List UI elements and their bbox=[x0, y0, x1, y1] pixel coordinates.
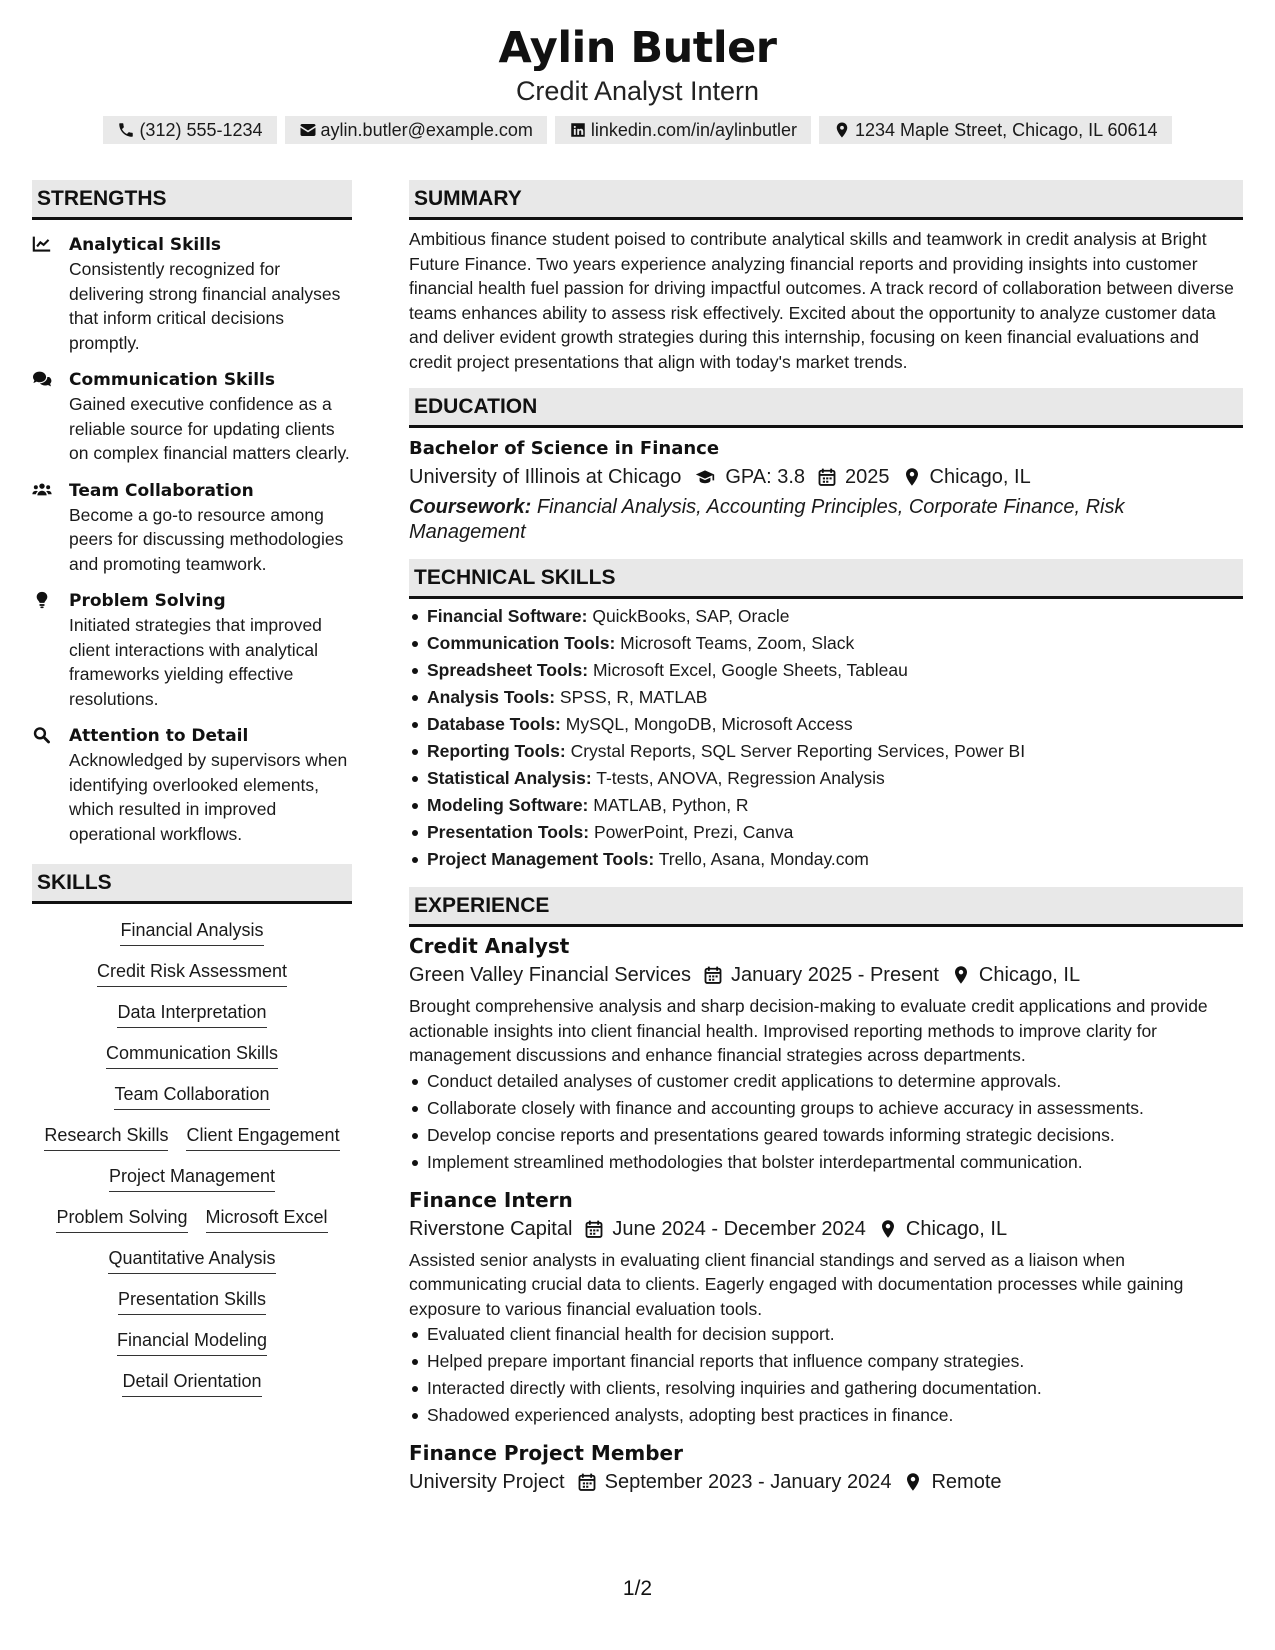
comments-icon bbox=[32, 370, 52, 388]
list-item: Helped prepare important financial reports that influence company strategies. bbox=[409, 1348, 1243, 1375]
map-marker-icon bbox=[903, 1472, 923, 1492]
tech-skill-value: Microsoft Teams, Zoom, Slack bbox=[620, 633, 855, 653]
list-item bbox=[409, 684, 1243, 711]
skill-tag: Credit Risk Assessment bbox=[97, 959, 287, 987]
job-bullets bbox=[409, 1068, 1243, 1176]
skills-heading: SKILLS bbox=[32, 864, 352, 904]
job-meta bbox=[409, 960, 1243, 990]
tech-skill-label: Presentation Tools: bbox=[427, 822, 590, 842]
right-column bbox=[409, 180, 1243, 1497]
list-item bbox=[409, 792, 1243, 819]
tech-skill-label: Spreadsheet Tools: bbox=[427, 660, 589, 680]
map-marker-icon bbox=[902, 467, 922, 487]
search-icon bbox=[32, 726, 52, 744]
list-item bbox=[409, 603, 1243, 630]
list-item bbox=[409, 738, 1243, 765]
job-meta bbox=[409, 1467, 1243, 1497]
calendar-icon bbox=[577, 1472, 597, 1492]
lightbulb-icon bbox=[32, 591, 52, 609]
education-meta bbox=[409, 462, 1243, 492]
list-item: Shadowed experienced analysts, adopting best practices in finance. bbox=[409, 1402, 1243, 1429]
list-item: Conduct detailed analyses of customer credit applications to determine approvals. bbox=[409, 1068, 1243, 1095]
strength-item bbox=[32, 724, 352, 846]
strength-name: Attention to Detail bbox=[69, 726, 249, 746]
job-dates: September 2023 - January 2024 bbox=[604, 1471, 892, 1493]
school-name: University of Illinois at Chicago bbox=[409, 466, 682, 488]
tech-skill-label: Project Management Tools: bbox=[427, 849, 655, 869]
skill-tag: Problem Solving bbox=[56, 1205, 187, 1233]
skill-tag: Quantitative Analysis bbox=[108, 1246, 275, 1274]
linkedin-icon bbox=[569, 121, 587, 139]
gpa: GPA: 3.8 bbox=[725, 466, 806, 488]
tech-skill-value: Trello, Asana, Monday.com bbox=[658, 849, 869, 869]
company-name: Riverstone Capital bbox=[409, 1217, 573, 1240]
coursework-label: Coursework: bbox=[409, 496, 532, 518]
coursework-list: Financial Analysis, Accounting Principles, Corporate Finance, Risk Management bbox=[409, 496, 1125, 543]
job-location: Remote bbox=[931, 1471, 1002, 1493]
strength-item bbox=[32, 589, 352, 711]
page-number: 1/2 bbox=[622, 1577, 653, 1600]
strength-item bbox=[32, 233, 352, 355]
coursework bbox=[409, 495, 1243, 545]
skills-list bbox=[32, 904, 352, 1397]
skill-tag: Detail Orientation bbox=[122, 1369, 261, 1397]
skill-tag: Data Interpretation bbox=[117, 1000, 266, 1028]
chart-line-icon bbox=[32, 235, 52, 253]
list-item: Collaborate closely with finance and accounting groups to achieve accuracy in assessments. bbox=[409, 1095, 1243, 1122]
graduation-cap-icon bbox=[693, 467, 717, 487]
job-location: Chicago, IL bbox=[978, 964, 1081, 986]
tech-skill-value: PowerPoint, Prezi, Canva bbox=[593, 822, 794, 842]
tech-skill-label: Reporting Tools: bbox=[427, 741, 566, 761]
tech-skill-value: MATLAB, Python, R bbox=[593, 795, 749, 815]
technical-skills-heading: TECHNICAL SKILLS bbox=[409, 559, 1243, 599]
job-title: Finance Project Member bbox=[409, 1441, 683, 1465]
contact-phone[interactable] bbox=[103, 116, 276, 144]
strength-desc: Become a go-to resource among peers for discussing methodologies and promoting teamwork. bbox=[69, 504, 344, 574]
list-item bbox=[409, 846, 1243, 873]
tech-skill-label: Database Tools: bbox=[427, 714, 561, 734]
degree: Bachelor of Science in Finance bbox=[409, 438, 720, 459]
tech-skill-value: Microsoft Excel, Google Sheets, Tableau bbox=[592, 660, 908, 680]
calendar-icon bbox=[584, 1219, 604, 1239]
contact-address bbox=[819, 116, 1172, 144]
skill-tag: Project Management bbox=[109, 1164, 275, 1192]
job-location: Chicago, IL bbox=[905, 1217, 1008, 1240]
candidate-name: Aylin Butler bbox=[498, 23, 777, 73]
list-item bbox=[409, 765, 1243, 792]
job-description: Assisted senior analysts in evaluating client financial standings and served as a liaison when communicating crucial data to clients. Eagerly engaged with documentation processes while gaining exposure to various financial evaluation tools. bbox=[409, 1249, 1184, 1319]
contact-email[interactable] bbox=[285, 116, 547, 144]
strength-item bbox=[32, 368, 352, 466]
left-column bbox=[32, 180, 352, 1397]
contact-linkedin[interactable] bbox=[555, 116, 811, 144]
list-item: Evaluated client financial health for decision support. bbox=[409, 1321, 1243, 1348]
company-name: University Project bbox=[409, 1471, 565, 1493]
skill-tag: Team Collaboration bbox=[114, 1082, 269, 1110]
tech-skill-label: Financial Software: bbox=[427, 606, 588, 626]
strength-desc: Consistently recognized for delivering strong financial analyses that inform critical decisions promptly. bbox=[69, 259, 341, 353]
tech-skill-label: Statistical Analysis: bbox=[427, 768, 592, 788]
tech-skill-value: QuickBooks, SAP, Oracle bbox=[592, 606, 790, 626]
calendar-icon bbox=[703, 965, 723, 985]
strength-item bbox=[32, 479, 352, 577]
summary-heading: SUMMARY bbox=[409, 180, 1243, 220]
strength-name: Team Collaboration bbox=[69, 480, 254, 501]
phone-text: (312) 555-1234 bbox=[139, 119, 263, 140]
tech-skill-label: Modeling Software: bbox=[427, 795, 589, 815]
calendar-icon bbox=[817, 467, 837, 487]
strength-desc: Initiated strategies that improved client interactions with analytical frameworks yielding effective resolutions. bbox=[69, 615, 322, 709]
education-location: Chicago, IL bbox=[929, 466, 1031, 488]
list-item bbox=[409, 657, 1243, 684]
education-heading: EDUCATION bbox=[409, 388, 1243, 428]
company-name: Green Valley Financial Services bbox=[409, 964, 691, 986]
linkedin-text: linkedin.com/in/aylinbutler bbox=[590, 119, 798, 140]
address-text: 1234 Maple Street, Chicago, IL 60614 bbox=[855, 119, 1158, 140]
users-icon bbox=[32, 481, 52, 499]
phone-icon bbox=[117, 121, 135, 139]
skill-tag: Communication Skills bbox=[106, 1041, 278, 1069]
list-item bbox=[409, 711, 1243, 738]
job-title: Finance Intern bbox=[409, 1187, 573, 1212]
skill-tag: Research Skills bbox=[44, 1123, 168, 1151]
candidate-title: Credit Analyst Intern bbox=[515, 76, 760, 106]
technical-skills-list bbox=[409, 603, 1243, 873]
list-item bbox=[409, 630, 1243, 657]
job-bullets bbox=[409, 1321, 1243, 1429]
tech-skill-value: T-tests, ANOVA, Regression Analysis bbox=[596, 768, 885, 788]
tech-skill-value: MySQL, MongoDB, Microsoft Access bbox=[565, 714, 853, 734]
job-meta bbox=[409, 1214, 1243, 1244]
job-dates: June 2024 - December 2024 bbox=[612, 1217, 866, 1240]
skill-tag: Presentation Skills bbox=[118, 1287, 266, 1315]
tech-skill-value: Crystal Reports, SQL Server Reporting Services, Power BI bbox=[570, 741, 1026, 761]
strength-name: Communication Skills bbox=[69, 370, 275, 390]
list-item: Implement streamlined methodologies that bolster interdepartmental communication. bbox=[409, 1149, 1243, 1176]
job-dates: January 2025 - Present bbox=[730, 964, 939, 986]
strength-name: Analytical Skills bbox=[69, 235, 222, 255]
strength-desc: Gained executive confidence as a reliable source for updating clients on complex financial matters clearly. bbox=[69, 394, 350, 463]
strength-name: Problem Solving bbox=[69, 591, 226, 611]
map-marker-icon bbox=[951, 965, 971, 985]
tech-skill-label: Analysis Tools: bbox=[427, 687, 556, 707]
job-description: Brought comprehensive analysis and sharp decision-making to evaluate credit applications and provide actionable insights into client financial health. Improvised reporting methods to improve clarity for management discussions and enhance financial strategies across departments. bbox=[409, 996, 1208, 1065]
email-text: aylin.butler@example.com bbox=[320, 119, 533, 140]
tech-skill-value: SPSS, R, MATLAB bbox=[559, 687, 708, 707]
skill-tag: Financial Analysis bbox=[120, 918, 263, 946]
envelope-icon bbox=[299, 121, 317, 139]
map-marker-icon bbox=[878, 1219, 898, 1239]
skill-tag: Microsoft Excel bbox=[206, 1205, 328, 1233]
resume-header bbox=[0, 22, 1275, 144]
list-item: Develop concise reports and presentations geared towards informing strategic decisions. bbox=[409, 1122, 1243, 1149]
graduation-year: 2025 bbox=[845, 466, 890, 488]
skill-tag: Financial Modeling bbox=[117, 1328, 267, 1356]
tech-skill-label: Communication Tools: bbox=[427, 633, 616, 653]
summary-text: Ambitious finance student poised to contribute analytical skills and teamwork in credit analysis at Bright Future Finance. Two years experience analyzing financial reports and providing insights into customer financial health fuel passion for driving impactful outcomes. A track record of collaboration between diverse teams enhances ability to assess risk effectively. Excited about the opportunity to analyze customer data and deliver evident growth strategies during this internship, focusing on keen financial evaluations and credit project presentations that align with today's market trends. bbox=[409, 229, 1234, 372]
strength-desc: Acknowledged by supervisors when identifying overlooked elements, which resulted in improved operational workflows. bbox=[69, 750, 348, 844]
map-marker-icon bbox=[833, 121, 851, 139]
contact-bar bbox=[0, 116, 1275, 144]
experience-heading: EXPERIENCE bbox=[409, 887, 1243, 927]
list-item bbox=[409, 819, 1243, 846]
strengths-heading: STRENGTHS bbox=[32, 180, 352, 220]
list-item: Interacted directly with clients, resolving inquiries and gathering documentation. bbox=[409, 1375, 1243, 1402]
job-title: Credit Analyst bbox=[409, 934, 570, 958]
skill-tag: Client Engagement bbox=[186, 1123, 339, 1151]
